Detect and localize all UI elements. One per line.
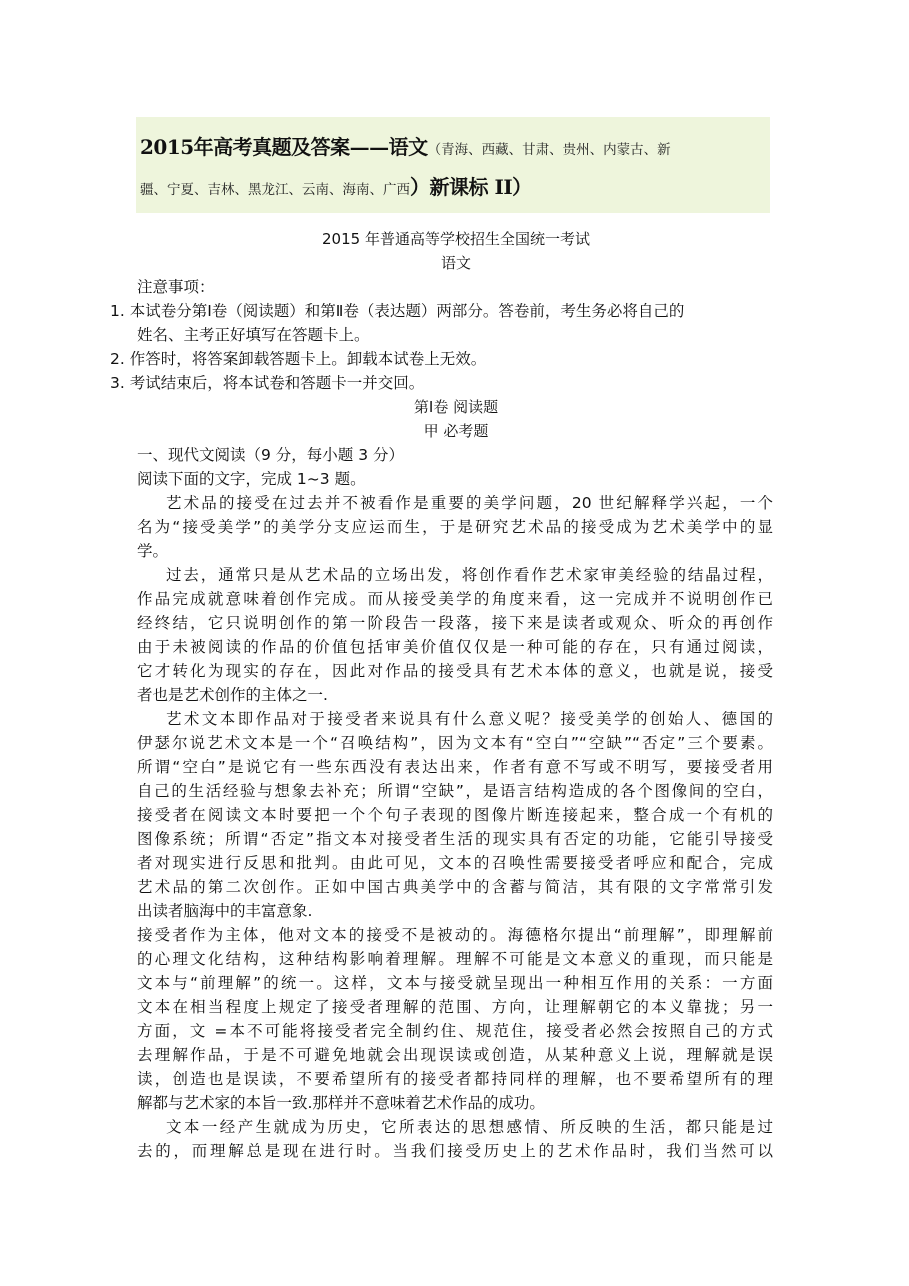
title-main-a: 2015年高考真题及答案——语文	[140, 135, 428, 159]
exam-title: 2015 年普通高等学校招生全国统一考试	[322, 230, 590, 248]
passage-line: 艺术品的第二次创作。正如中国古典美学中的含蓄与简洁，其有限的文字常常引发	[137, 878, 773, 896]
passage-line: 去理解作品，于是不可避免地就会出现误读或创造，从某种意义上说，理解就是误	[137, 1046, 773, 1064]
passage-line: 出读者脑海中的丰富意象.	[137, 902, 313, 920]
passage-line: 文本一经产生就成为历史，它所表达的思想感情、所反映的生活，都只能是过	[166, 1118, 773, 1136]
section-title: 甲 必考题	[423, 422, 489, 440]
passage-line: 学。	[137, 542, 169, 560]
passage-line: 解都与艺术家的本旨一致.那样并不意味着艺术作品的成功。	[137, 1094, 545, 1112]
passage-line: 伊瑟尔说艺术文本是一个“召唤结构”，因为文本有“空白”“空缺”“否定”三个要素。	[137, 734, 773, 752]
passage-line: 过去，通常只是从艺术品的立场出发，将创作看作艺术家审美经验的结晶过程，	[166, 566, 773, 584]
passage-line: 所谓“空白”是说它有一些东西没有表达出来，作者有意不写或不明写，要接受者用	[137, 758, 773, 776]
passage-line: 名为“接受美学”的美学分支应运而生，于是研究艺术品的接受成为艺术美学中的显	[137, 518, 773, 536]
passage-line: 方面，文 =本不可能将接受者完全制约住、规范住，接受者必然会按照自己的方式	[137, 1022, 773, 1040]
passage-line: 它才转化为现实的存在，因此对作品的接受具有艺术本体的意义，也就是说，接受	[137, 662, 773, 680]
notice-item-3: 3. 考试结束后，将本试卷和答题卡一并交回。	[110, 374, 425, 392]
passage-line: 经终结，它只说明创作的第一阶段告一段落，接下来是读者或观众、听众的再创作	[137, 614, 773, 632]
notice-item-2: 2. 作答时，将答案卸载答题卡上。卸载本试卷上无效。	[110, 350, 487, 368]
title-regions-a: （青海、西藏、甘肃、贵州、内蒙古、新	[427, 142, 671, 158]
notice-heading: 注意事项：	[137, 278, 215, 296]
subject-title: 语文	[440, 254, 471, 272]
question-heading: 一、现代文阅读（9 分，每小题 3 分）	[137, 446, 405, 464]
instruction: 阅读下面的文字，完成 1~3 题。	[137, 470, 366, 488]
passage-line: 自己的生活经验与想象去补充；所谓“空缺”，是语言结构造成的各个图像间的空白，	[137, 782, 773, 800]
title-regions-b: 疆、宁夏、吉林、黑龙江、云南、海南、广西	[140, 182, 410, 198]
passage-line: 的心理文化结构，这种结构影响着理解。理解不可能是文本意义的重现，而只能是	[137, 950, 773, 968]
part-title: 第Ⅰ卷 阅读题	[413, 398, 499, 416]
passage-line: 作品完成就意味着创作完成。而从接受美学的角度来看，这一完成并不说明创作已	[137, 590, 773, 608]
title-line-2	[140, 167, 766, 207]
notice-item-1: 1. 本试卷分第Ⅰ卷（阅读题）和第Ⅱ卷（表达题）两部分。答卷前，考生务必将自己的	[110, 302, 685, 320]
title-main-b: ）新课标 II）	[410, 175, 532, 199]
passage-line: 读，创造也是误读，不要希望所有的接受者都持同样的理解，也不要希望所有的理	[137, 1070, 773, 1088]
document-title	[136, 117, 770, 213]
notice-item-1-cont: 姓名、主考正好填写在答题卡上。	[137, 326, 370, 344]
passage-line: 者也是艺术创作的主体之一.	[137, 686, 328, 704]
passage-line: 图像系统；所谓“否定”指文本对接受者生活的现实具有否定的功能，它能引导接受	[137, 830, 773, 848]
passage-line: 由于未被阅读的作品的价值包括审美价值仅仅是一种可能的存在，只有通过阅读，	[137, 638, 773, 656]
passage-line: 文本在相当程度上规定了接受者理解的范围、方向，让理解朝它的本义靠拢；另一	[137, 998, 773, 1016]
passage-line: 艺术文本即作品对于接受者来说具有什么意义呢？接受美学的创始人、德国的	[166, 710, 773, 728]
passage-line: 者对现实进行反思和批判。由此可见，文本的召唤性需要接受者呼应和配合，完成	[137, 854, 773, 872]
passage-line: 接受者作为主体，他对文本的接受不是被动的。海德格尔提出“前理解”，即理解前	[137, 926, 773, 944]
passage-line: 文本与“前理解”的统一。这样，文本与接受就呈现出一种相互作用的关系：一方面	[137, 974, 773, 992]
title-line-1	[140, 127, 766, 167]
passage-line: 接受者在阅读文本时要把一个个句子表现的图像片断连接起来，整合成一个有机的	[137, 806, 773, 824]
passage-line: 去的，而理解总是现在进行时。当我们接受历史上的艺术作品时，我们当然可以	[137, 1142, 773, 1160]
passage-line: 艺术品的接受在过去并不被看作是重要的美学问题，20 世纪解释学兴起，一个	[166, 494, 773, 512]
